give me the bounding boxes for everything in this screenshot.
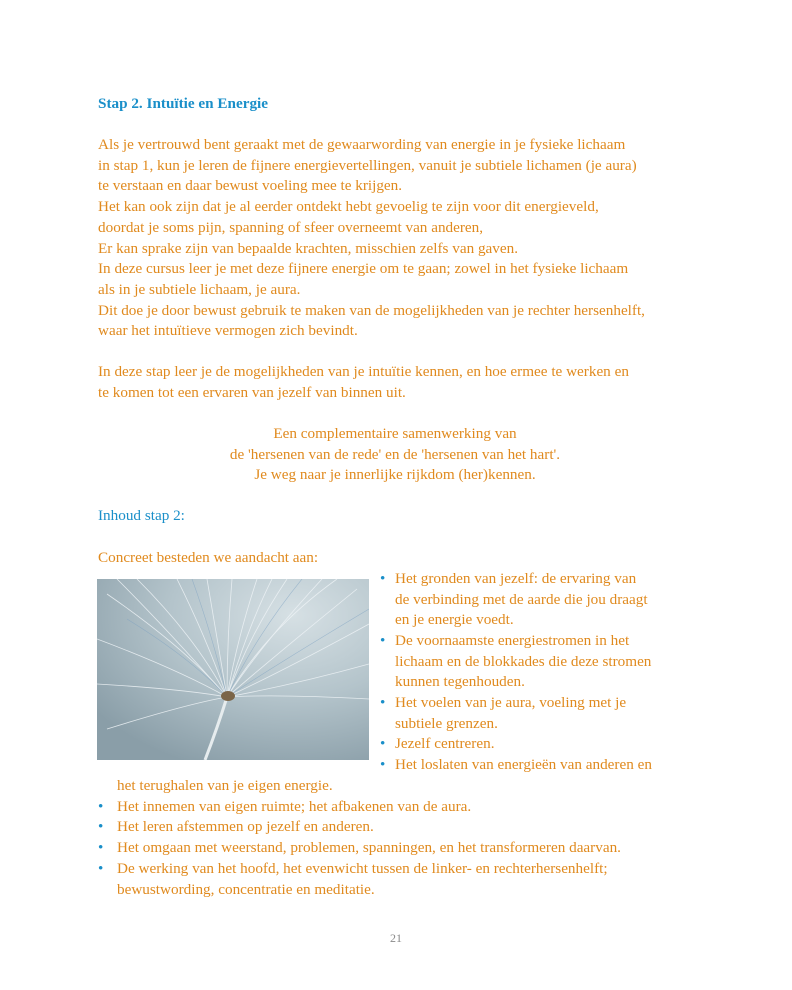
step-paragraph [98, 362, 629, 403]
page-number: 21 [390, 931, 402, 945]
quote-line: de 'hersenen van de rede' en de 'hersenen van het hart'. [229, 445, 561, 463]
text-line: te komen tot een ervaren van jezelf van binnen uit. [98, 383, 406, 401]
text-line: In deze stap leer je de mogelijkheden van je intuïtie kennen, en hoe ermee te werken en [98, 363, 629, 380]
list-item-line: kunnen tegenhouden. [395, 673, 525, 691]
list-item-line: de verbinding met de aarde die jou draagt [395, 590, 648, 608]
list-item-line: Het omgaan met weerstand, problemen, spanningen, en het transformeren daarvan. [117, 839, 621, 856]
text-line: waar het intuïtieve vermogen zich bevindt. [98, 322, 358, 340]
concrete-intro: Concreet besteden we aandacht aan: [98, 549, 319, 566]
list-item-continuation: het terughalen van je eigen energie. [117, 777, 333, 794]
bullet-marker: • [98, 798, 104, 815]
quote-line: Een complementaire samenwerking van [273, 425, 517, 442]
list-item-line: en je energie voedt. [395, 611, 514, 629]
list-item [117, 859, 608, 900]
bullet-marker: • [380, 632, 386, 649]
list-item [395, 631, 651, 693]
centered-quote [98, 424, 692, 486]
list-item [395, 734, 495, 755]
list-item [395, 569, 648, 631]
bullet-marker: • [98, 818, 104, 835]
section-heading: Stap 2. Intuïtie en Energie [98, 95, 269, 112]
list-item-line: Het loslaten van energieën van anderen en [395, 756, 652, 773]
text-line: In deze cursus leer je met deze fijnere energie om te gaan; zowel in het fysieke lichaam [98, 260, 629, 278]
list-item-line: De voornaamste energiestromen in het [395, 632, 630, 649]
content-subheading: Inhoud stap 2: [98, 507, 185, 524]
list-item-line: Het leren afstemmen op jezelf en anderen. [117, 818, 374, 835]
text-line: te verstaan en daar bewust voeling mee te krijgen. [98, 177, 403, 195]
bullet-marker: • [380, 570, 386, 587]
bullet-marker: • [380, 694, 386, 711]
bullet-marker: • [98, 860, 104, 877]
bullet-marker: • [380, 735, 386, 752]
text-line: Als je vertrouwd bent geraakt met de gewaarwording van energie in je fysieke lichaam [98, 136, 626, 153]
text-line: in stap 1, kun je leren de fijnere energievertellingen, vanuit je subtiele lichamen (je aura) [98, 156, 637, 174]
quote-line: Je weg naar je innerlijke rijkdom (her)kennen. [254, 466, 536, 484]
list-item [395, 693, 626, 734]
list-item-line: subtiele grenzen. [395, 714, 498, 732]
list-item [117, 838, 621, 859]
bullet-marker: • [380, 756, 386, 773]
text-line: Het kan ook zijn dat je al eerder ontdekt hebt gevoelig te zijn voor dit energieveld, [98, 198, 599, 216]
text-line: Dit doe je door bewust gebruik te maken van de mogelijkheden van je rechter hersenhelft, [98, 301, 645, 319]
list-item [117, 797, 471, 818]
list-item [395, 755, 652, 776]
list-item [117, 817, 374, 838]
list-item-line: bewustwording, concentratie en meditatie. [117, 880, 375, 898]
bullet-marker: • [98, 839, 104, 856]
text-line: doordat je soms pijn, spanning of sfeer overneemt van anderen, [98, 218, 484, 236]
list-item-line: Jezelf centreren. [395, 735, 495, 752]
list-item-line: Het voelen van je aura, voeling met je [395, 694, 627, 711]
list-item-line: lichaam en de blokkades die deze stromen [395, 652, 652, 670]
text-line: als in je subtiele lichaam, je aura. [98, 280, 301, 298]
list-item-line: De werking van het hoofd, het evenwicht tussen de linker- en rechterhersenhelft; [117, 860, 608, 877]
dandelion-icon [97, 579, 369, 760]
list-item-line: Het gronden van jezelf: de ervaring van [395, 570, 637, 587]
intro-paragraph [98, 135, 645, 342]
dandelion-seed-photo [97, 579, 369, 760]
list-item-line: Het innemen van eigen ruimte; het afbakenen van de aura. [117, 798, 472, 815]
text-line: Er kan sprake zijn van bepaalde krachten, misschien zelfs van gaven. [98, 239, 519, 257]
